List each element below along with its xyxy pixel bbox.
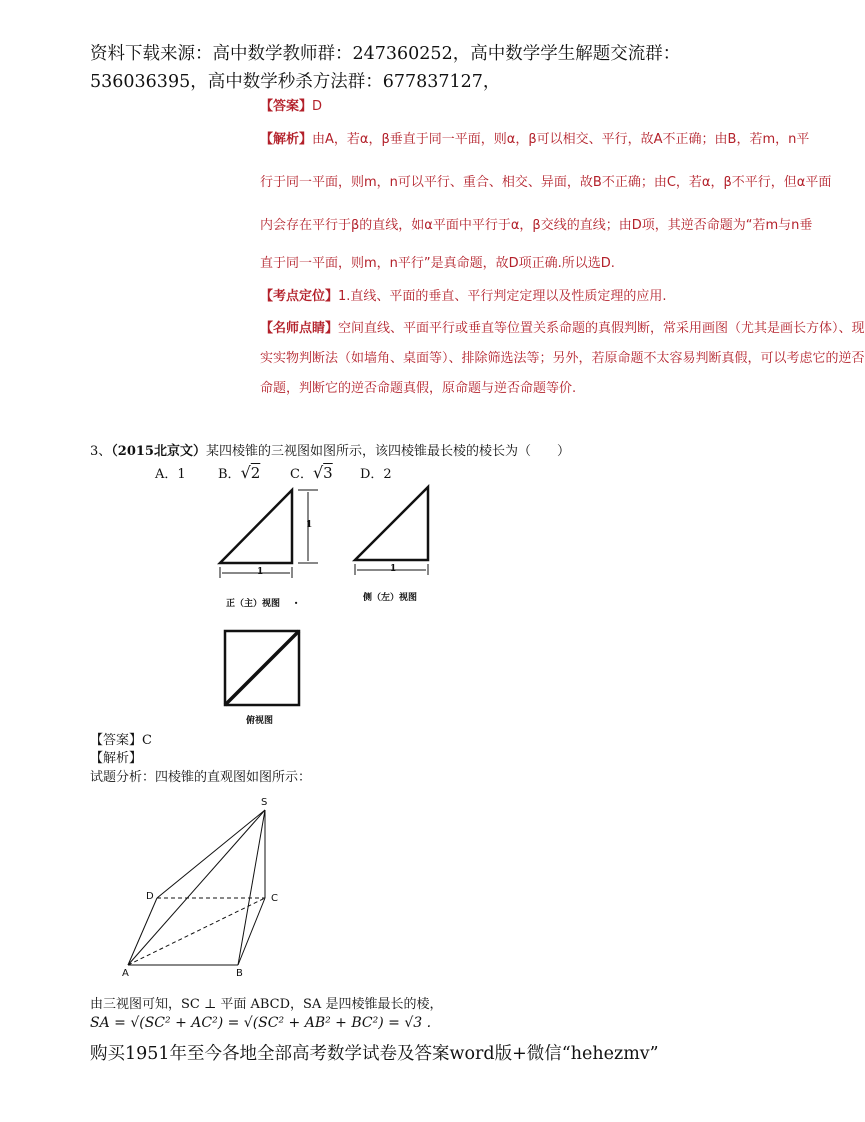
footer-ad: 购买1951年至今各地全部高考数学试卷及答案word版+微信“hehezmv” — [90, 1044, 659, 1064]
front-view-triangle — [220, 490, 292, 563]
header-line-2: 536036395，高中数学秒杀方法群：677837127， — [90, 72, 501, 92]
kaodian-text: 1.直线、平面的垂直、平行判定定理以及性质定理的应用. — [338, 289, 667, 304]
edge-sb — [238, 810, 265, 965]
vertex-c-label: C — [271, 893, 278, 904]
vertex-s-label: S — [261, 797, 268, 808]
side-view-figure — [355, 487, 428, 575]
solution-conclusion: 由三视图可知，SC ⊥ 平面 ABCD，SA 是四棱锥最长的棱， — [90, 997, 443, 1012]
option-b-value: 2 — [250, 464, 261, 482]
top-view-figure — [225, 631, 299, 705]
kaodian-tag: 【考点定位】 — [260, 289, 339, 304]
front-dim-label: 1 — [257, 567, 264, 577]
option-a: A．1 — [155, 467, 186, 482]
front-view-dot: . — [294, 593, 299, 607]
analysis-line-2: 行于同一平面，则m，n可以平行、重合、相交、异面，故B不正确；由C，若α，β不平行，但α平面 — [260, 175, 832, 190]
diag-ac-hidden — [128, 898, 265, 965]
option-c-value: 3 — [323, 464, 333, 482]
edge-bc — [238, 898, 265, 965]
mingshi-tag: 【名师点睛】 — [260, 321, 339, 336]
option-c-label: C． — [290, 467, 313, 482]
mingshi-line-2: 实实物判断法（如墙角、桌面等）、排除筛选法等；另外，若原命题不太容易判断真假，可以考虑它的逆否 — [260, 351, 865, 366]
option-c-sqrt: √ — [312, 463, 324, 482]
front-view-figure — [220, 490, 318, 578]
option-b-sqrt: √ — [240, 463, 251, 482]
solution-analysis-tag: 【解析】 — [90, 751, 143, 766]
mingshi-text-1: 空间直线、平面平行或垂直等位置关系命题的真假判断，常采用画图（尤其是画长方体）、现 — [338, 321, 865, 336]
side-view-triangle — [355, 487, 428, 560]
analysis-tag: 【解析】 — [260, 132, 313, 147]
side-dim-label: 1 — [390, 564, 397, 574]
edge-ad — [128, 898, 157, 965]
top-view-label: 俯视图 — [246, 716, 274, 726]
answer-tag: 【答案】 — [260, 99, 313, 114]
answer-value: D — [312, 99, 323, 114]
top-view-diagonal — [225, 631, 299, 705]
edge-sd — [157, 810, 265, 898]
question-text: 某四棱锥的三视图如图所示，该四棱锥最长棱的棱长为（ ） — [205, 444, 570, 459]
mingshi-line-3: 命题，判断它的逆否命题真假，原命题与逆否命题等价. — [260, 381, 577, 396]
vertex-d-label: D — [146, 891, 154, 902]
side-view-label: 侧（左）视图 — [363, 593, 418, 603]
front-vdim-label: 1 — [306, 520, 313, 530]
vertex-a-label: A — [122, 968, 129, 979]
front-view-label: 正（主）视图 — [226, 599, 281, 609]
analysis-line-3: 内会存在平行于β的直线，如α平面中平行于α，β交线的直线；由D项，其逆否命题为“若m与n垂 — [260, 218, 813, 233]
option-d: D．2 — [360, 467, 392, 482]
solution-answer: 【答案】C — [90, 733, 152, 748]
solution-formula: SA = √(SC² + AC²) = √(SC² + AB² + BC²) = √3 . — [90, 1015, 432, 1031]
question-number: 3、 — [90, 444, 112, 459]
analysis-text-1: 由A，若α，β垂直于同一平面，则α，β可以相交、平行，故A不正确；由B，若m，n平 — [312, 132, 810, 147]
vertex-b-label: B — [236, 968, 243, 979]
pyramid-figure — [128, 810, 265, 965]
solution-analysis-intro: 试题分析：四棱锥的直观图如图所示： — [90, 770, 312, 785]
option-b-label: B． — [218, 467, 241, 482]
question-source: （2015北京文） — [111, 444, 206, 459]
header-line-1: 资料下载来源：高中数学教师群：247360252，高中数学学生解题交流群： — [90, 44, 681, 64]
analysis-line-4: 直于同一平面，则m，n平行”是真命题，故D项正确.所以选D. — [260, 256, 615, 271]
edge-sa — [128, 810, 265, 965]
